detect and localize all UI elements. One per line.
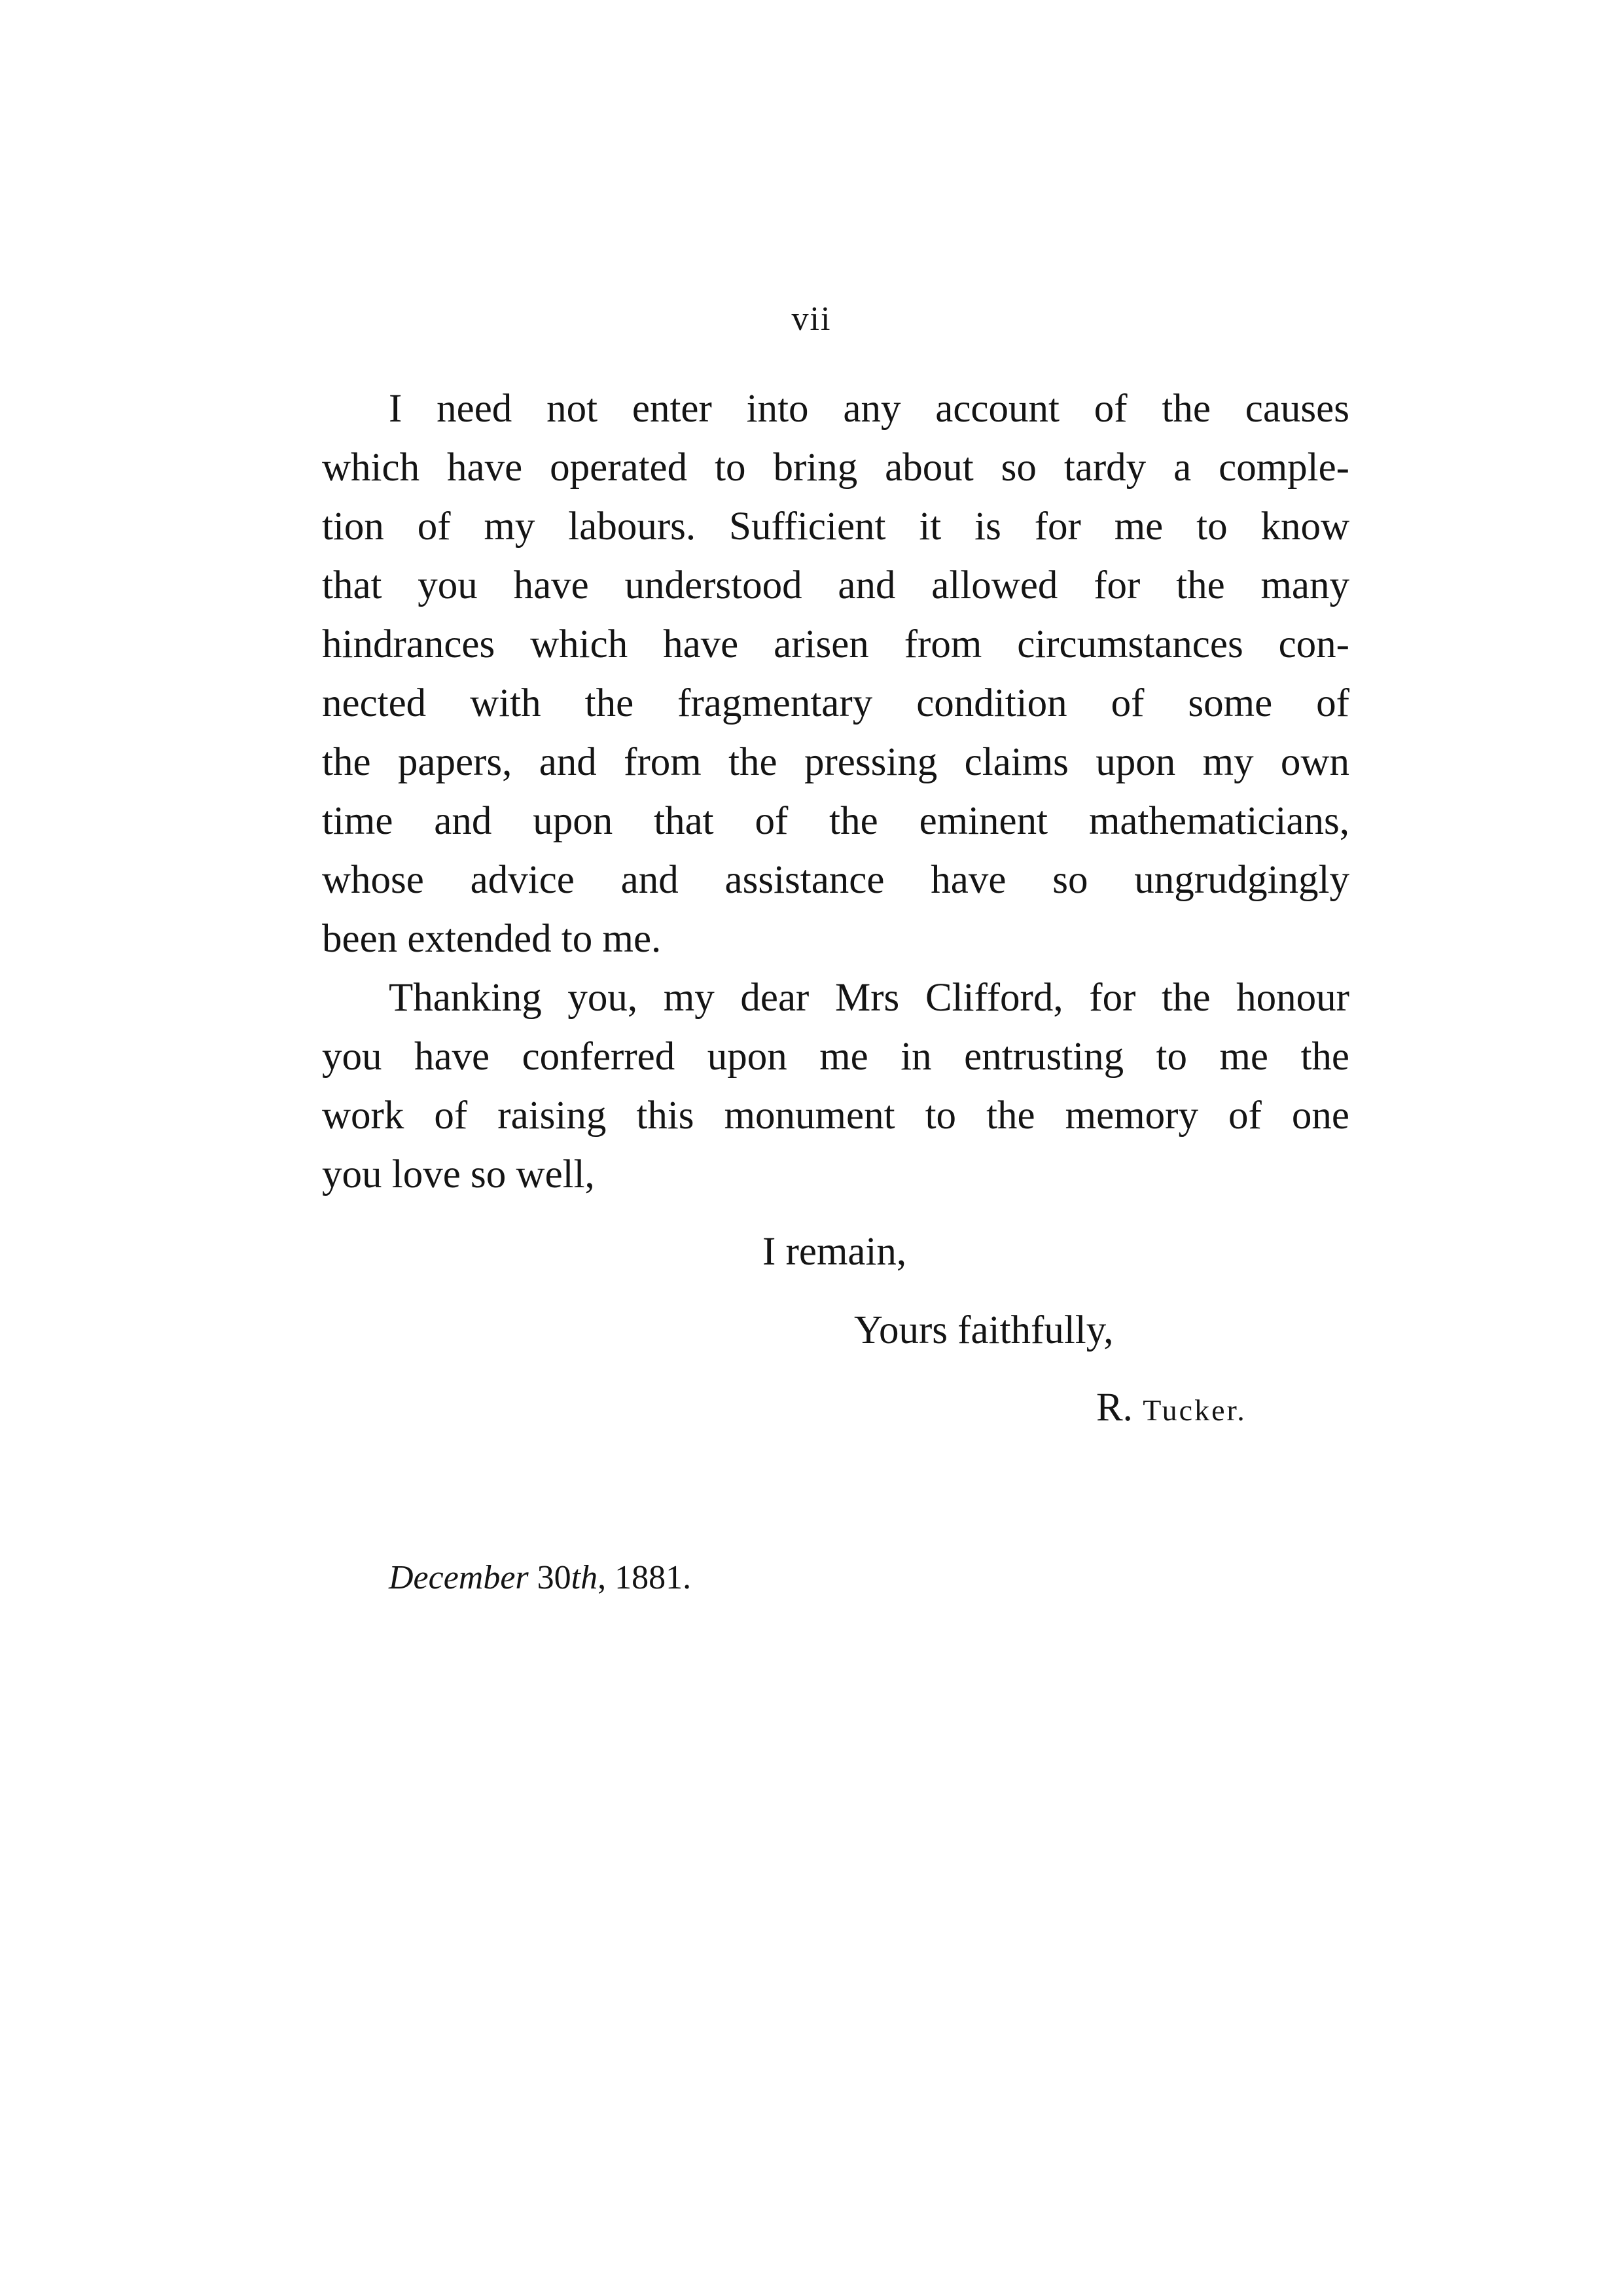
signature-name: Tucker. xyxy=(1143,1393,1247,1427)
paragraph-1-line-6: nected with the fragmentary condition of some of xyxy=(322,681,1349,725)
page-number: vii xyxy=(791,300,832,338)
paragraph-2-line-3: work of raising this monument to the memory of one xyxy=(322,1094,1349,1138)
date-month: December xyxy=(389,1559,529,1596)
paragraph-2-line-1: Thanking you, my dear Mrs Clifford, for the honour xyxy=(389,976,1349,1020)
paragraph-1-line-4: that you have understood and allowed for the many xyxy=(322,564,1349,607)
paragraph-1-line-10: been extended to me. xyxy=(322,917,662,961)
paragraph-1-line-5: hindrances which have arisen from circumstances con- xyxy=(322,622,1349,666)
paragraph-2-line-2: you have conferred upon me in entrusting to me the xyxy=(322,1035,1349,1079)
closing-remain: I remain, xyxy=(762,1230,907,1274)
paragraph-1-line-8: time and upon that of the eminent mathematicians, xyxy=(322,799,1349,843)
letter-date xyxy=(389,1555,691,1601)
signature xyxy=(1096,1378,1247,1440)
paragraph-1-line-2: which have operated to bring about so tardy a comple- xyxy=(322,446,1349,490)
date-day: 30th, xyxy=(537,1559,607,1596)
paragraph-1-line-7: the papers, and from the pressing claims upon my own xyxy=(322,740,1349,784)
paragraph-1-line-9: whose advice and assistance have so ungrudgingly xyxy=(322,858,1349,902)
date-year: 1881. xyxy=(615,1559,692,1596)
paragraph-1-line-3: tion of my labours. Sufficient it is for me to know xyxy=(322,505,1349,548)
paragraph-1-line-1: I need not enter into any account of the causes xyxy=(389,387,1349,431)
signature-initial: R. xyxy=(1096,1386,1133,1429)
closing-faithfully: Yours faithfully, xyxy=(854,1308,1114,1352)
paragraph-2-line-4: you love so well, xyxy=(322,1153,595,1196)
